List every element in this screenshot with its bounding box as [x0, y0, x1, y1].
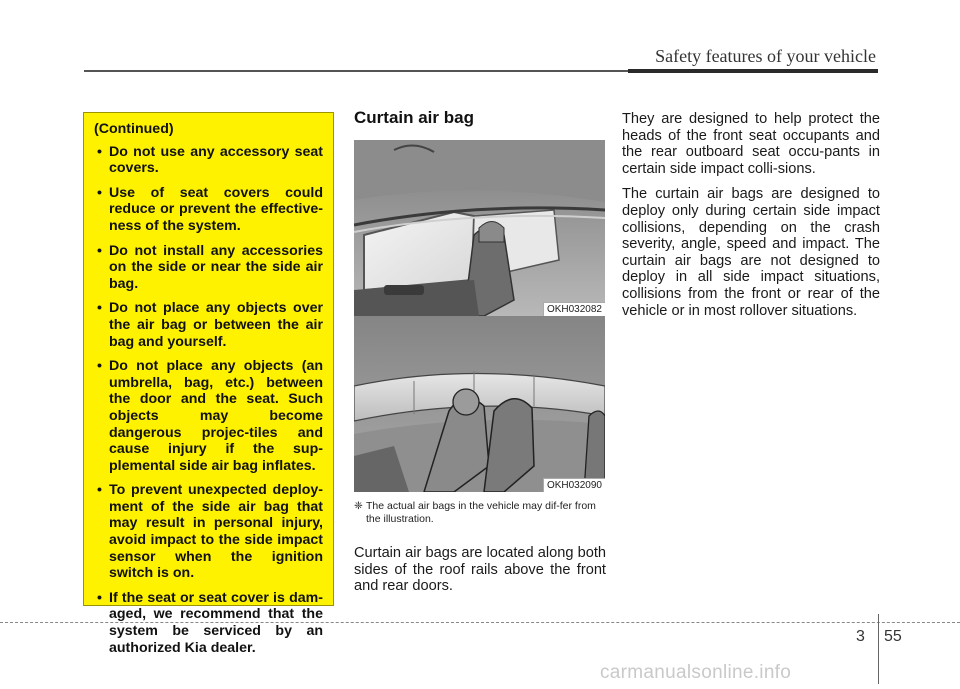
- warning-continued: (Continued): [94, 121, 174, 137]
- page-number: 55: [884, 628, 902, 645]
- warning-item: • Do not place any objects over the air bag or between the air bag and yourself.: [94, 300, 323, 350]
- running-header: Safety features of your vehicle: [655, 46, 876, 66]
- header-rule-accent: [628, 69, 878, 73]
- chapter-number: 3: [856, 628, 865, 645]
- illustration-note-text: The actual air bags in the vehicle may dif-fer from the illustration.: [366, 500, 596, 525]
- watermark: carmanualsonline.info: [600, 662, 792, 683]
- warning-item: • Do not use any accessory seat covers.: [94, 144, 323, 177]
- paragraph: They are designed to help protect the heads of the front seat occupants and the rear outboard seat occu-pants in certain side impact colli-sions.: [622, 111, 880, 177]
- figure-deployed-curtain-airbag: [354, 316, 605, 492]
- right-column: [622, 111, 880, 319]
- warning-list: [94, 144, 323, 657]
- figure-code: OKH032082: [543, 302, 605, 316]
- paragraph: The curtain air bags are designed to deploy only during certain side impact collisions, depending on the crash severity, angle, speed and impact. The curtain air bags are not designed to deploy in all side impact situations, collisions from the front or rear of the vehicle or in most rollover situations.: [622, 186, 880, 319]
- warning-box: [83, 112, 334, 656]
- illustration-note: [354, 500, 606, 525]
- footer-divider: [878, 614, 879, 684]
- section-title: Curtain air bag: [354, 108, 474, 127]
- warning-item: • Do not place any objects (an umbrella, bag, etc.) between the door and the seat. Such objects may become dangerous projec-tiles and cause injury if the sup-plemental side air bag inflates.: [94, 358, 323, 474]
- footer-rule: [0, 622, 960, 623]
- curtain-airbag-location-text: Curtain air bags are located along both sides of the roof rails above the front and rear doors.: [354, 545, 606, 595]
- warning-item: • Do not install any accessories on the side or near the side air bag.: [94, 243, 323, 293]
- figure-front-curtain-airbag: [354, 140, 605, 316]
- warning-item: • To prevent unexpected deploy-ment of the side air bag that may result in personal injury, avoid impact to the side impact sensor when the ignition switch is on.: [94, 482, 323, 582]
- curtain-airbag-section: [354, 108, 606, 595]
- note-mark: ❈: [354, 500, 363, 512]
- car-interior-illustration-deployed: [354, 316, 605, 492]
- warning-item: • Use of seat covers could reduce or prevent the effective-ness of the system.: [94, 185, 323, 235]
- car-interior-illustration-front: [354, 140, 605, 316]
- warning-item: • If the seat or seat cover is dam-aged, we recommend that the system be serviced by an authorized Kia dealer.: [94, 590, 323, 656]
- figure-code: OKH032090: [543, 478, 605, 492]
